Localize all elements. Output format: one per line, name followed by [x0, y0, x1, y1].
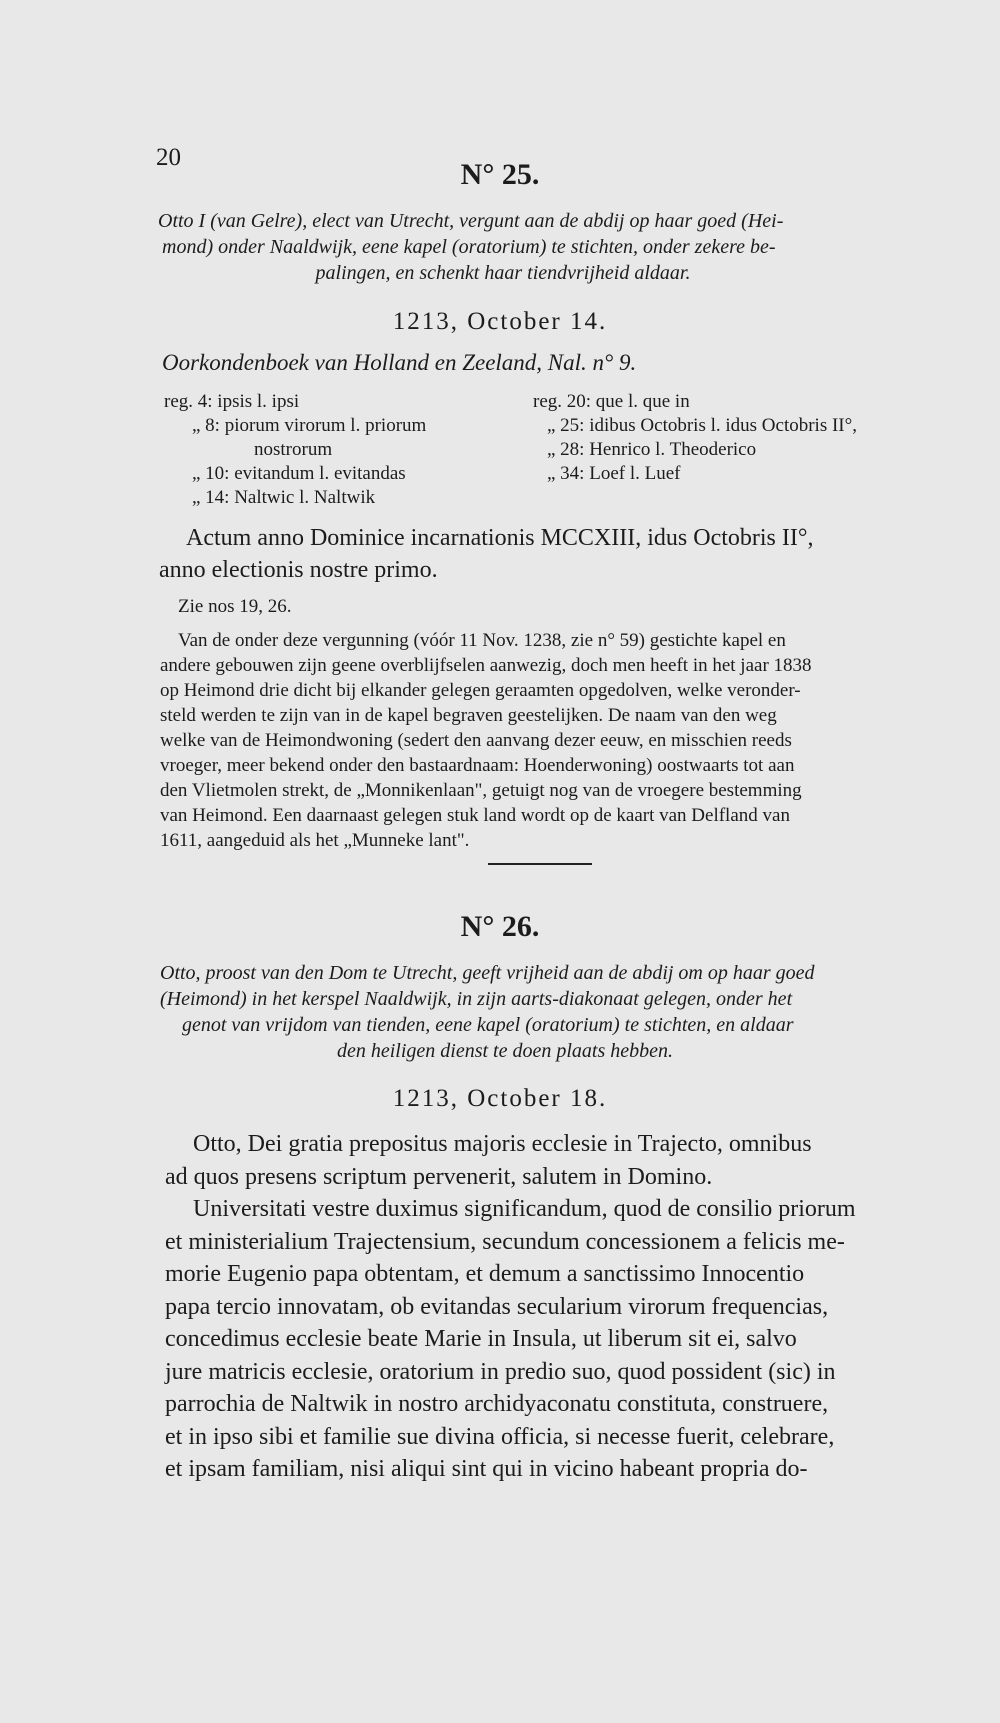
section-divider: [488, 863, 592, 865]
summary-line: mond) onder Naaldwijk, eene kapel (oratorium) te stichten, onder zekere be-: [162, 236, 776, 258]
text-line: et ministerialium Trajectensium, secundum concessionem a felicis me-: [165, 1228, 845, 1255]
variants-right: [533, 390, 857, 486]
note-line: 1611, aangeduid als het „Munneke lant".: [160, 830, 470, 851]
charter-25-date: 1213, October 14.: [392, 308, 608, 335]
text-line: Universitati vestre duximus significandum, quod de consilio priorum: [193, 1196, 856, 1222]
variant-line: „ 28: Henrico l. Theoderico: [547, 439, 757, 460]
variant-line: „ 8: piorum virorum l. priorum: [192, 415, 427, 436]
variants-left: [164, 390, 426, 510]
charter-26-text: [165, 1128, 856, 1486]
text-line: et in ipso sibi et familie sue divina officia, si necesse fuerit, celebrare,: [165, 1423, 835, 1450]
note-line: welke van de Heimondwoning (sedert den aanvang dezer eeuw, en misschien reeds: [160, 730, 792, 751]
actum-line: anno electionis nostre primo.: [159, 557, 438, 583]
note-line: den Vlietmolen strekt, de „Monnikenlaan", getuigt nog van de vroegere bestemming: [160, 780, 802, 801]
charter-25-heading: N° 25.: [460, 158, 540, 191]
summary-line: Otto, proost van den Dom te Utrecht, geeft vrijheid aan de abdij om op haar goed: [160, 962, 815, 984]
note-line: op Heimond drie dicht bij elkander gelegen geraamten opgedolven, welke veronder-: [160, 680, 801, 701]
page-number: 20: [156, 144, 181, 171]
variant-line: nostrorum: [254, 439, 333, 460]
variant-line: „ 10: evitandum l. evitandas: [192, 463, 406, 484]
text-line: Otto, Dei gratia prepositus majoris ecclesie in Trajecto, omnibus: [193, 1131, 812, 1157]
variant-line: reg. 20: que l. que in: [533, 391, 690, 412]
charter-25-note: [160, 628, 812, 853]
actum-line: Actum anno Dominice incarnationis MCCXIII, idus Octobris II°,: [186, 525, 814, 551]
note-line: vroeger, meer bekend onder den bastaardnaam: Hoenderwoning) oostwaarts tot aan: [160, 755, 795, 776]
text-line: morie Eugenio papa obtentam, et demum a sanctissimo Innocentio: [165, 1261, 805, 1287]
charter-25-summary: [158, 208, 848, 286]
summary-line: palingen, en schenkt haar tiendvrijheid aldaar.: [315, 262, 691, 284]
summary-line: (Heimond) in het kerspel Naaldwijk, in zijn aarts-diakonaat gelegen, onder het: [160, 988, 793, 1010]
variant-line: „ 34: Loef l. Luef: [547, 463, 681, 484]
note-line: Van de onder deze vergunning (vóór 11 Nov. 1238, zie n° 59) gestichte kapel en: [178, 630, 786, 651]
charter-26-summary: [160, 960, 850, 1064]
text-line: papa tercio innovatam, ob evitandas secularium virorum frequencias,: [165, 1293, 829, 1320]
variant-line: „ 14: Naltwic l. Naltwik: [192, 487, 376, 508]
charter-26-heading: N° 26.: [460, 910, 540, 943]
text-line: parrochia de Naltwik in nostro archidyaconatu constituta, construere,: [165, 1391, 829, 1417]
note-line: van Heimond. Een daarnaast gelegen stuk land wordt op de kaart van Delfland van: [160, 805, 790, 826]
text-line: ad quos presens scriptum pervenerit, salutem in Domino.: [165, 1163, 713, 1190]
summary-line: Otto I (van Gelre), elect van Utrecht, vergunt aan de abdij op haar goed (Hei-: [158, 210, 784, 232]
summary-line: den heiligen dienst te doen plaats hebben.: [336, 1040, 674, 1062]
actum-clause: [159, 522, 814, 586]
text-line: concedimus ecclesie beate Marie in Insula, ut liberum sit ei, salvo: [165, 1326, 797, 1352]
note-line: andere gebouwen zijn geene overblijfselen aanwezig, doch men heeft in het jaar 1838: [160, 655, 812, 676]
charter-25-source: [162, 350, 636, 376]
note-line: steld werden te zijn van in de kapel begraven geestelijken. De naam van den weg: [160, 705, 777, 726]
variant-line: reg. 4: ipsis l. ipsi: [164, 391, 300, 412]
cross-reference: Zie nos 19, 26.: [178, 596, 292, 617]
text-line: jure matricis ecclesie, oratorium in predio suo, quod possident (sic) in: [165, 1358, 836, 1385]
text-line: et ipsam familiam, nisi aliqui sint qui in vicino habeant propria do-: [165, 1456, 808, 1482]
variant-line: „ 25: idibus Octobris l. idus Octobris II°,: [547, 415, 857, 436]
summary-line: genot van vrijdom van tienden, eene kapel (oratorium) te stichten, en aldaar: [182, 1014, 794, 1036]
source-text: Oorkondenboek van Holland en Zeeland, Nal. n° 9.: [162, 350, 637, 375]
charter-26-date: 1213, October 18.: [392, 1085, 608, 1112]
